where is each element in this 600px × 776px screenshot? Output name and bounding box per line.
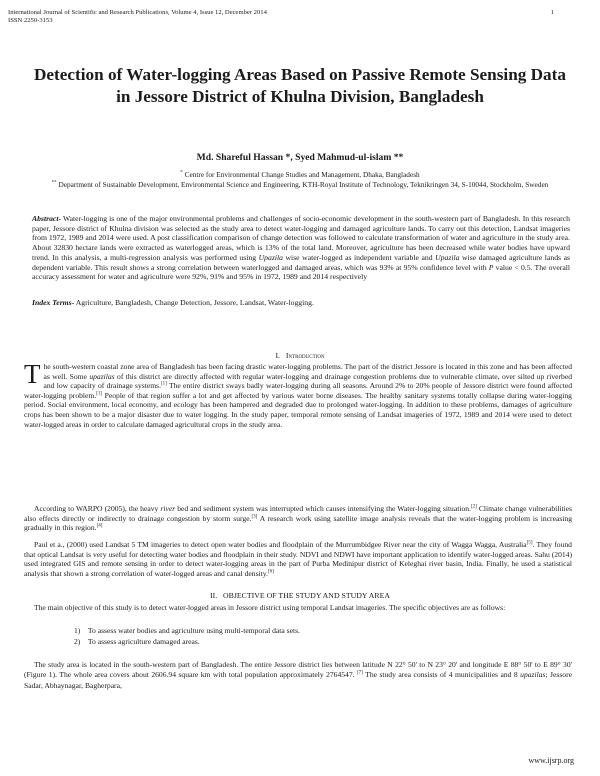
objective-item-1: 1) To assess water bodies and agriculture using multi-temporal data sets. <box>74 626 300 635</box>
running-header <box>8 9 568 25</box>
objective-paragraph: The main objective of this study is to detect water-logged areas in Jessore district using temporal Landsat imageries. The specific objectives are as follows: <box>34 603 506 612</box>
section-heading-objective: II. OBJECTIVE OF THE STUDY AND STUDY AREA <box>210 591 390 600</box>
author-list: Md. Shareful Hassan *, Syed Mahmud-ul-islam ** <box>196 152 404 163</box>
paragraph-landsat: Paul et a., (2000) used Landsat 5 TM imageries to detect open water bodies and floodplain of the Murrumbidgee River near the city of Wagga Wagga, Australia[5]. They found that optical Landsat is very useful for detecting water bodies and floodplain in their study. NDVI and NDWI have important application to identify water-logged areas. Sahu (2014) used integrated GIS and remote sensing in order to detect water-logging areas in the part of Purba Medinipur district of Keleghai river basin, India. Finally, he used a statistical analysis that shown a strong correlation of water-logged areas and canal density.[6] <box>24 540 572 578</box>
study-area-paragraph: The study area is located in the south-western part of Bangladesh. The entire Jessore district lies between latitude N 22° 50' to N 23° 20' and longitude E 88° 50' to E 89° 30' (Figure 1). The whole area covers about 2606.94 square km with total population approximately 2764547. [7] The study area consists of 4 municipalities and 8 upazilas; Jessore Sadar, Abhaynagar, Bagherpara, <box>24 660 572 690</box>
journal-name: International Journal of Scientific and Research Publications, Volume 4, Issue 12, December 2014 <box>8 9 267 16</box>
affiliations <box>40 170 560 189</box>
index-terms: Index Terms- Agriculture, Bangladesh, Change Detection, Jessore, Landsat, Water-logging. <box>32 298 314 307</box>
affiliation-2: ** Department of Sustainable Development, Environmental Science and Engineering, KTH-Royal Institute of Technology, Teknikringen 34, S-10044, Stockholm, Sweden <box>51 179 549 189</box>
issn: ISSN 2250-3153 <box>8 17 53 24</box>
objective-item-2: 2) To assess agriculture damaged areas. <box>74 637 200 646</box>
abstract: Abstract- Water-logging is one of the major environmental problems and challenges of socio-economic development in the south-western part of Bangladesh. In this research paper, Jessore district of Khulna division was selected as the study area to detect water-logging and damaged agriculture lands. To carry out this detection, Landsat imageries from 1972, 1989 and 2014 were used. A post classification comparison of change detection was followed to calculate transformation of water and agriculture in the study area. About 32830 hectare lands were extracted as waterlogged areas, which is 13% of the total land. Moreover, agriculture has been decreased while water bodies have upward trend. In this analysis, a multi-regression analysis was performed using Upazila wise water-logged as independent variable and Upazila wise damaged agriculture lands as dependent variable. This result shows a strong correlation between waterlogged and damaged areas, which was 93% at 95% confidence level with P value < 0.5. The overall accuracy assessment for water and agriculture were 92%, 91% and 95% in 1972, 1989 and 2014 respectively <box>32 214 570 282</box>
journal-url: www.ijsrp.org <box>528 756 574 765</box>
paragraph-warpo: According to WARPO (2005), the heavy river bed and sediment system was interrupted which causes intensifying the Water-logging situation.[2] Climate change vulnerabilities also effects directly or indirectly to drainage congestion by storm surge.[3] A research work using satellite image analysis reveals that the water-logging problem is increasing gradually in this region.[4] <box>24 504 572 533</box>
paper-title: Detection of Water-logging Areas Based on Passive Remote Sensing Data in Jessore District of Khulna Division, Bangladesh <box>34 65 566 106</box>
drop-cap: T <box>24 359 41 389</box>
section-heading-introduction: I. Introduction <box>275 351 325 360</box>
intro-paragraph: The south-western coastal zone area of Bangladesh has been facing drastic water-logging problems. The part of the district Jessore is located in this zone and has been affected as well. Some upazilas of this district are directly affected with regular water-logging and drainage congestion problems due to vulnerable climate, over silted up riverbed and low capacity of drainage systems.[1] The entire district sways badly water-logging during all seasons. Around 2% to 20% people of Jessore district were found affected water-logging problem.[1] People of that region suffer a lot and get affected by various water borne diseases. The healthy sanitary systems totally collapse during water-logging period. Social environment, local economy, and ecology has been hampered and degraded due to prolonged water-logging. In addition to these problems, damages of agriculture crops has been shown to be a major disaster due to water logging. In the study paper, temporal remote sensing of Landsat imageries of 1972, 1989 and 2014 were used to detect water-logged areas in order to calculate damaged agricultural crops in the study area. <box>24 359 572 429</box>
index-terms-label: Index Terms- <box>32 298 75 307</box>
affiliation-1: * Centre for Environmental Change Studies and Management, Dhaka, Bangladesh <box>180 170 420 179</box>
abstract-label: Abstract- <box>32 214 62 223</box>
page-number: 1 <box>550 9 554 16</box>
